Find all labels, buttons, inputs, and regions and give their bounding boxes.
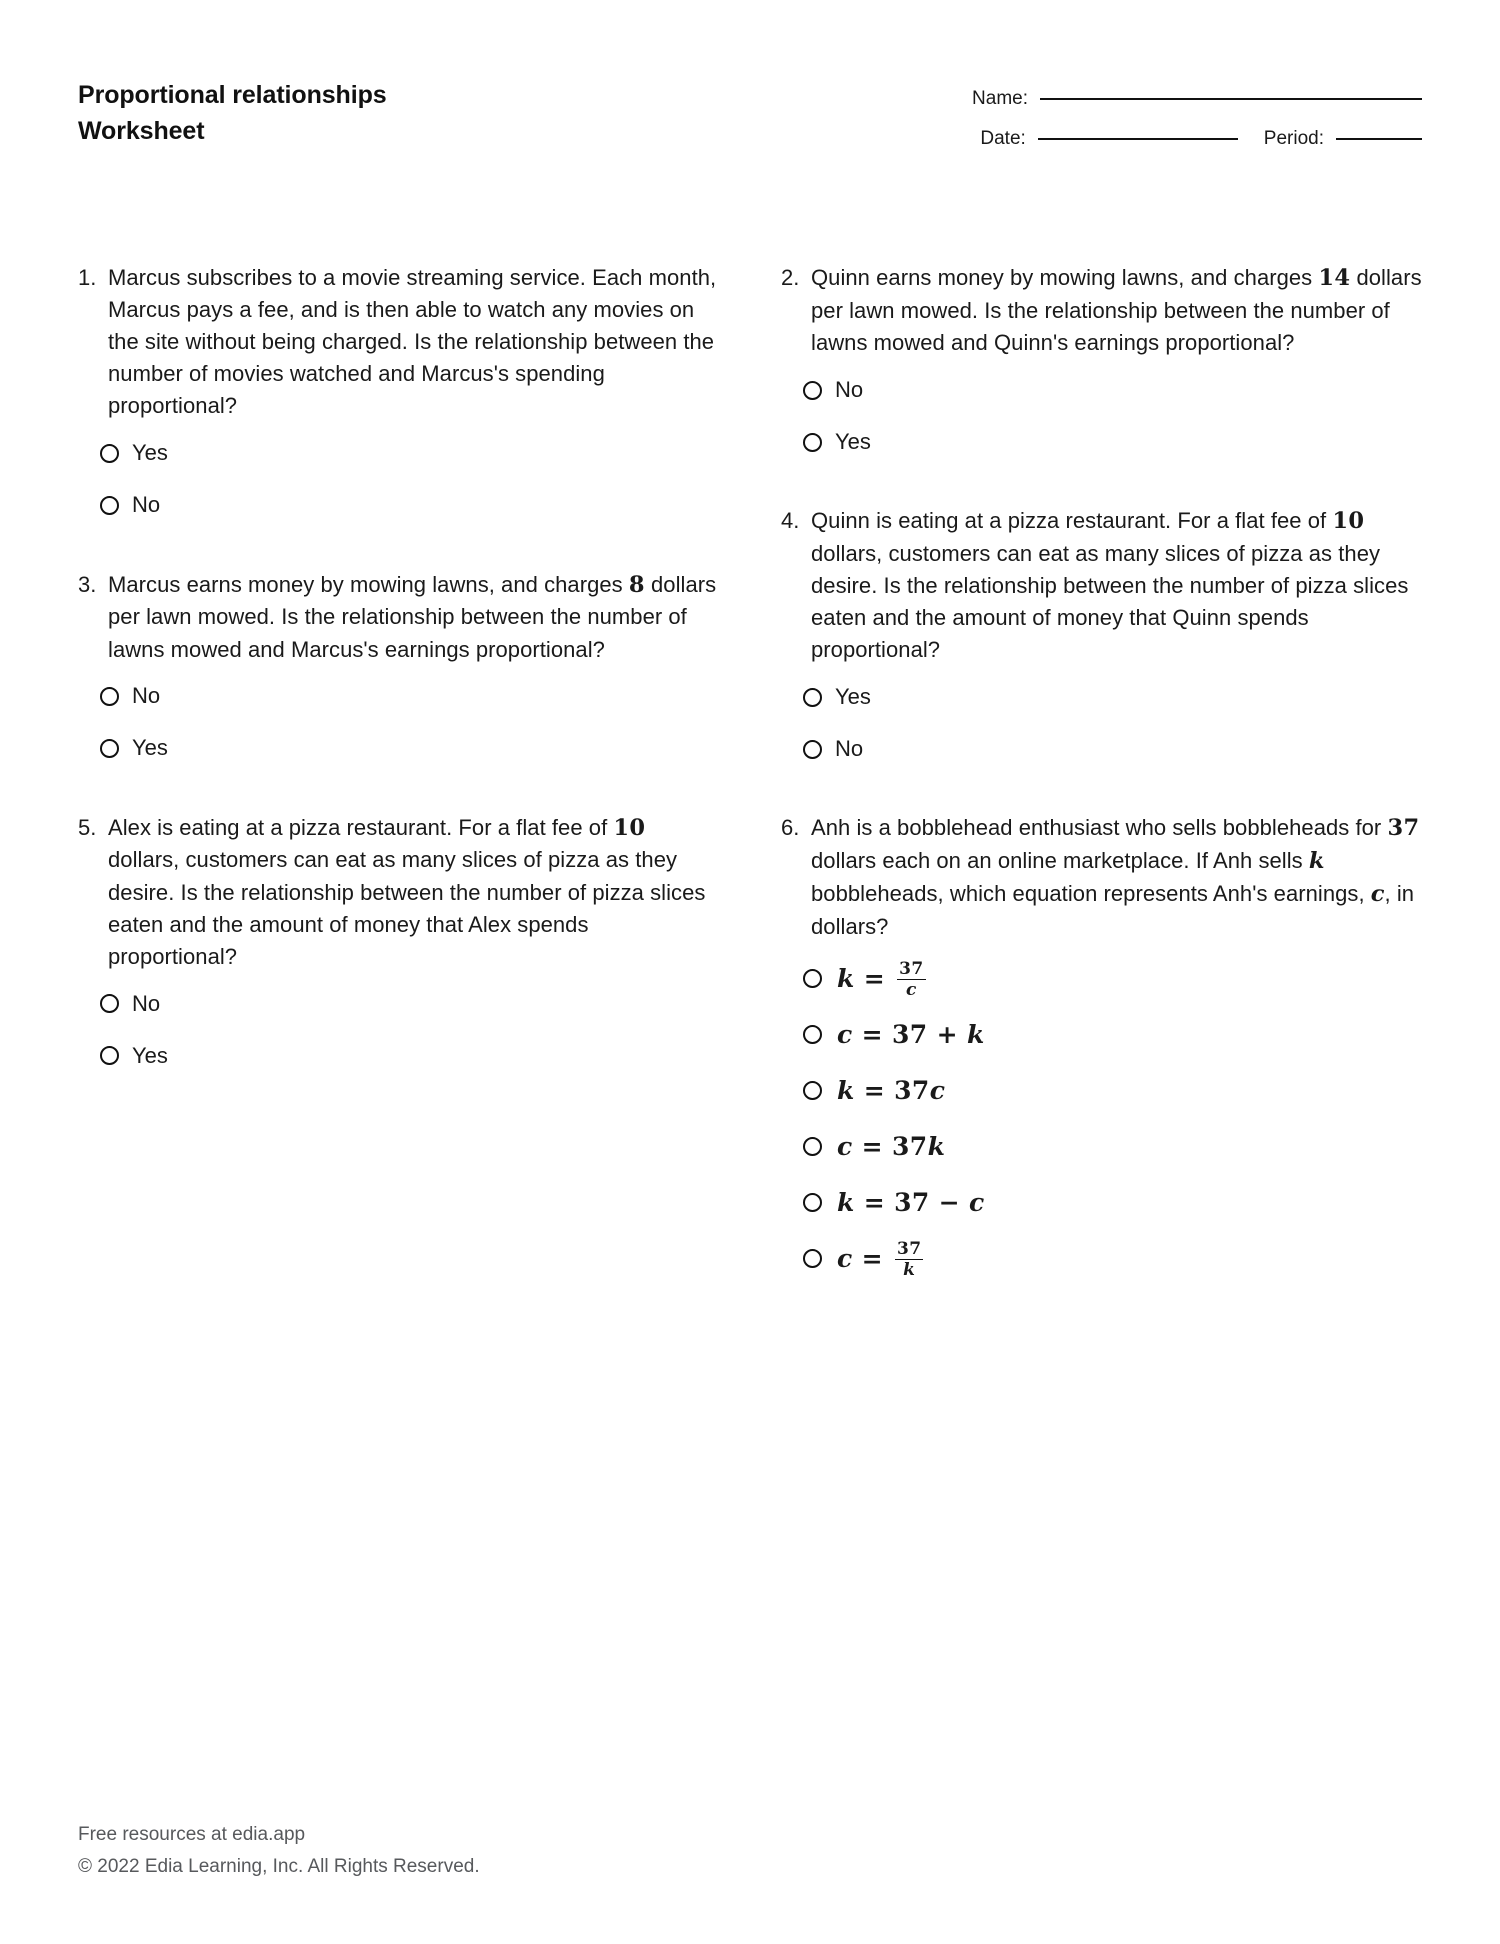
period-label: Period: (1263, 128, 1324, 149)
radio-button-icon[interactable] (803, 433, 822, 452)
question-number: 5. (78, 814, 97, 840)
period-input-line[interactable] (1336, 138, 1422, 140)
answer-option[interactable] (100, 680, 719, 714)
radio-button-icon[interactable] (100, 687, 119, 706)
question-text-segment: dollars, customers can eat as many slices of pizza as they desire. Is the relationship between the number of pizza slices eaten and the amount of money that Quinn spends proportional? (811, 540, 1409, 663)
equation-equals-sign: = (863, 964, 886, 994)
question-3 (78, 569, 719, 766)
equation-number: 37 (891, 1132, 928, 1162)
equation-option-expression (837, 1132, 945, 1161)
page-title (78, 78, 387, 149)
radio-button-icon[interactable] (100, 994, 119, 1013)
inline-math-variable: c (1370, 881, 1385, 908)
question-number: 4. (781, 508, 800, 534)
question-text (811, 262, 1422, 359)
question-text (811, 812, 1422, 943)
question-text (108, 262, 719, 423)
inline-math-number: 37 (1387, 815, 1420, 842)
equation-lhs: c (837, 1020, 853, 1050)
radio-button-icon[interactable] (803, 1137, 822, 1156)
equation-option-expression (837, 1020, 985, 1049)
question-text-segment: bobbleheads, which equation represents Anh's earnings, (811, 881, 1371, 907)
answer-option-label: No (132, 990, 161, 1016)
answer-options (78, 987, 719, 1073)
answer-options (781, 957, 1422, 1281)
answer-option[interactable] (100, 987, 719, 1021)
question-text-segment: Anh is a bobblehead enthusiast who sells bobbleheads for (811, 815, 1388, 841)
left-column (78, 262, 719, 1327)
answer-options (78, 437, 719, 523)
worksheet-footer (78, 1819, 480, 1882)
equation-fraction (895, 1240, 923, 1280)
equation-variable: k (927, 1132, 946, 1162)
answer-option[interactable] (803, 680, 1422, 714)
fraction-denominator: k (903, 1260, 916, 1281)
equation-option-expression (837, 1076, 945, 1105)
question-text-segment: , in dollars? (811, 881, 1415, 939)
equation-equals-sign: = (863, 1076, 886, 1106)
equation-equals-sign: = (861, 1020, 883, 1050)
name-field-row (972, 88, 1422, 110)
answer-option[interactable] (803, 1181, 1422, 1225)
answer-option-label: Yes (132, 735, 168, 761)
radio-button-icon[interactable] (803, 1249, 822, 1268)
answer-option-label: Yes (835, 684, 871, 710)
equation-lhs: c (837, 1132, 853, 1162)
date-period-field-row (972, 128, 1422, 150)
question-text-segment: dollars each on an online marketplace. If Anh sells (811, 848, 1309, 874)
question-body (78, 569, 719, 666)
radio-button-icon[interactable] (100, 496, 119, 515)
question-number: 1. (78, 265, 97, 290)
answer-option-label: Yes (132, 440, 168, 466)
answer-option[interactable] (803, 957, 1422, 1001)
answer-option[interactable] (803, 1237, 1422, 1281)
answer-option-label: No (835, 736, 864, 762)
question-text (811, 505, 1422, 666)
radio-button-icon[interactable] (803, 969, 822, 988)
question-number: 6. (781, 815, 800, 841)
question-number: 3. (78, 571, 97, 597)
question-body (781, 505, 1422, 666)
footer-copyright-line: © 2022 Edia Learning, Inc. All Rights Reserved. (78, 1855, 480, 1877)
question-body (781, 262, 1422, 359)
footer-resources-line: Free resources at edia.app (78, 1824, 306, 1846)
equation-option-expression (837, 1188, 985, 1217)
answer-option[interactable] (100, 489, 719, 523)
equation-equals-sign: = (861, 1244, 883, 1274)
equation-lhs: k (837, 1188, 855, 1218)
answer-option-label: No (132, 492, 161, 518)
date-label: Date: (980, 128, 1026, 149)
answer-option[interactable] (803, 1013, 1422, 1057)
equation-number: 37 (894, 1188, 930, 1218)
equation-operator: − (938, 1188, 961, 1218)
question-5 (78, 812, 719, 1073)
radio-button-icon[interactable] (803, 740, 822, 759)
answer-option-label: No (132, 683, 161, 709)
question-1 (78, 262, 719, 523)
right-column (781, 262, 1422, 1327)
student-fields (972, 78, 1422, 150)
equation-lhs: k (837, 1076, 855, 1106)
answer-option-label: No (835, 376, 864, 402)
radio-button-icon[interactable] (100, 444, 119, 463)
equation-equals-sign: = (861, 1132, 883, 1162)
radio-button-icon[interactable] (100, 1046, 119, 1065)
date-input-line[interactable] (1038, 138, 1238, 140)
question-text-segment: Alex is eating at a pizza restaurant. For a flat fee of (108, 814, 614, 840)
answer-options (78, 680, 719, 766)
answer-option[interactable] (803, 373, 1422, 407)
radio-button-icon[interactable] (803, 1025, 822, 1044)
questions-columns (78, 262, 1422, 1327)
equation-equals-sign: = (863, 1188, 886, 1218)
question-text (108, 569, 719, 666)
fraction-denominator: c (905, 980, 917, 1001)
equation-variable: c (969, 1188, 985, 1218)
equation-lhs: k (837, 964, 855, 994)
question-text-segment: Quinn earns money by mowing lawns, and charges (811, 265, 1319, 290)
answer-option[interactable] (803, 732, 1422, 766)
inline-math-number: 8 (628, 571, 645, 598)
inline-math-number: 10 (613, 814, 646, 841)
question-number: 2. (781, 265, 800, 290)
radio-button-icon[interactable] (803, 1193, 822, 1212)
answer-option[interactable] (100, 1039, 719, 1073)
question-body (78, 262, 719, 423)
question-text-segment: dollars, customers can eat as many slices of pizza as they desire. Is the relationship between the number of pizza slices eaten and the amount of money that Alex spends proportional? (108, 847, 706, 969)
answer-options (781, 680, 1422, 766)
question-body (78, 812, 719, 973)
inline-math-variable: k (1308, 848, 1325, 875)
question-4 (781, 505, 1422, 766)
answer-option-label: Yes (132, 1042, 168, 1068)
equation-number: 37 (891, 1020, 928, 1050)
page-title-line-1: Proportional relationships (78, 81, 387, 109)
radio-button-icon[interactable] (803, 1081, 822, 1100)
equation-fraction (897, 960, 925, 1000)
page-title-line-2: Worksheet (78, 116, 205, 145)
equation-option-expression (837, 1239, 923, 1279)
answer-options (781, 373, 1422, 459)
equation-number: 37 (894, 1076, 930, 1106)
answer-option[interactable] (803, 425, 1422, 459)
answer-option[interactable] (803, 1125, 1422, 1169)
question-6 (781, 812, 1422, 1281)
question-text (108, 812, 719, 973)
question-body (781, 812, 1422, 943)
fraction-numerator: 37 (899, 959, 924, 980)
equation-variable: c (929, 1076, 946, 1106)
name-label: Name: (972, 88, 1028, 109)
equation-lhs: c (837, 1244, 853, 1274)
equation-variable: k (966, 1020, 985, 1050)
question-text-segment: Marcus earns money by mowing lawns, and charges (108, 571, 629, 597)
equation-option-expression (837, 959, 926, 999)
question-text-segment: dollars per lawn mowed. Is the relationship between the number of lawns mowed and Quinn's earnings proportional? (811, 265, 1422, 355)
fraction-numerator: 37 (896, 1239, 922, 1260)
name-input-line[interactable] (1040, 98, 1422, 100)
inline-math-number: 14 (1318, 265, 1351, 291)
question-2 (781, 262, 1422, 459)
answer-option[interactable] (100, 437, 719, 471)
answer-option-label: Yes (835, 428, 871, 454)
equation-operator: + (936, 1020, 958, 1050)
question-text-segment: dollars per lawn mowed. Is the relationship between the number of lawns mowed and Marcus's earnings proportional? (108, 571, 717, 662)
answer-option[interactable] (100, 732, 719, 766)
inline-math-number: 10 (1332, 508, 1365, 535)
worksheet-header (78, 78, 1422, 168)
answer-option[interactable] (803, 1069, 1422, 1113)
question-text-segment: Quinn is eating at a pizza restaurant. For a flat fee of (811, 508, 1333, 534)
radio-button-icon[interactable] (803, 688, 822, 707)
question-text-segment: Marcus subscribes to a movie streaming service. Each month, Marcus pays a fee, and is then able to watch any movies on the site without being charged. Is the relationship between the number of movies watched and Marcus's spending proportional? (108, 265, 717, 419)
radio-button-icon[interactable] (803, 381, 822, 400)
radio-button-icon[interactable] (100, 739, 119, 758)
